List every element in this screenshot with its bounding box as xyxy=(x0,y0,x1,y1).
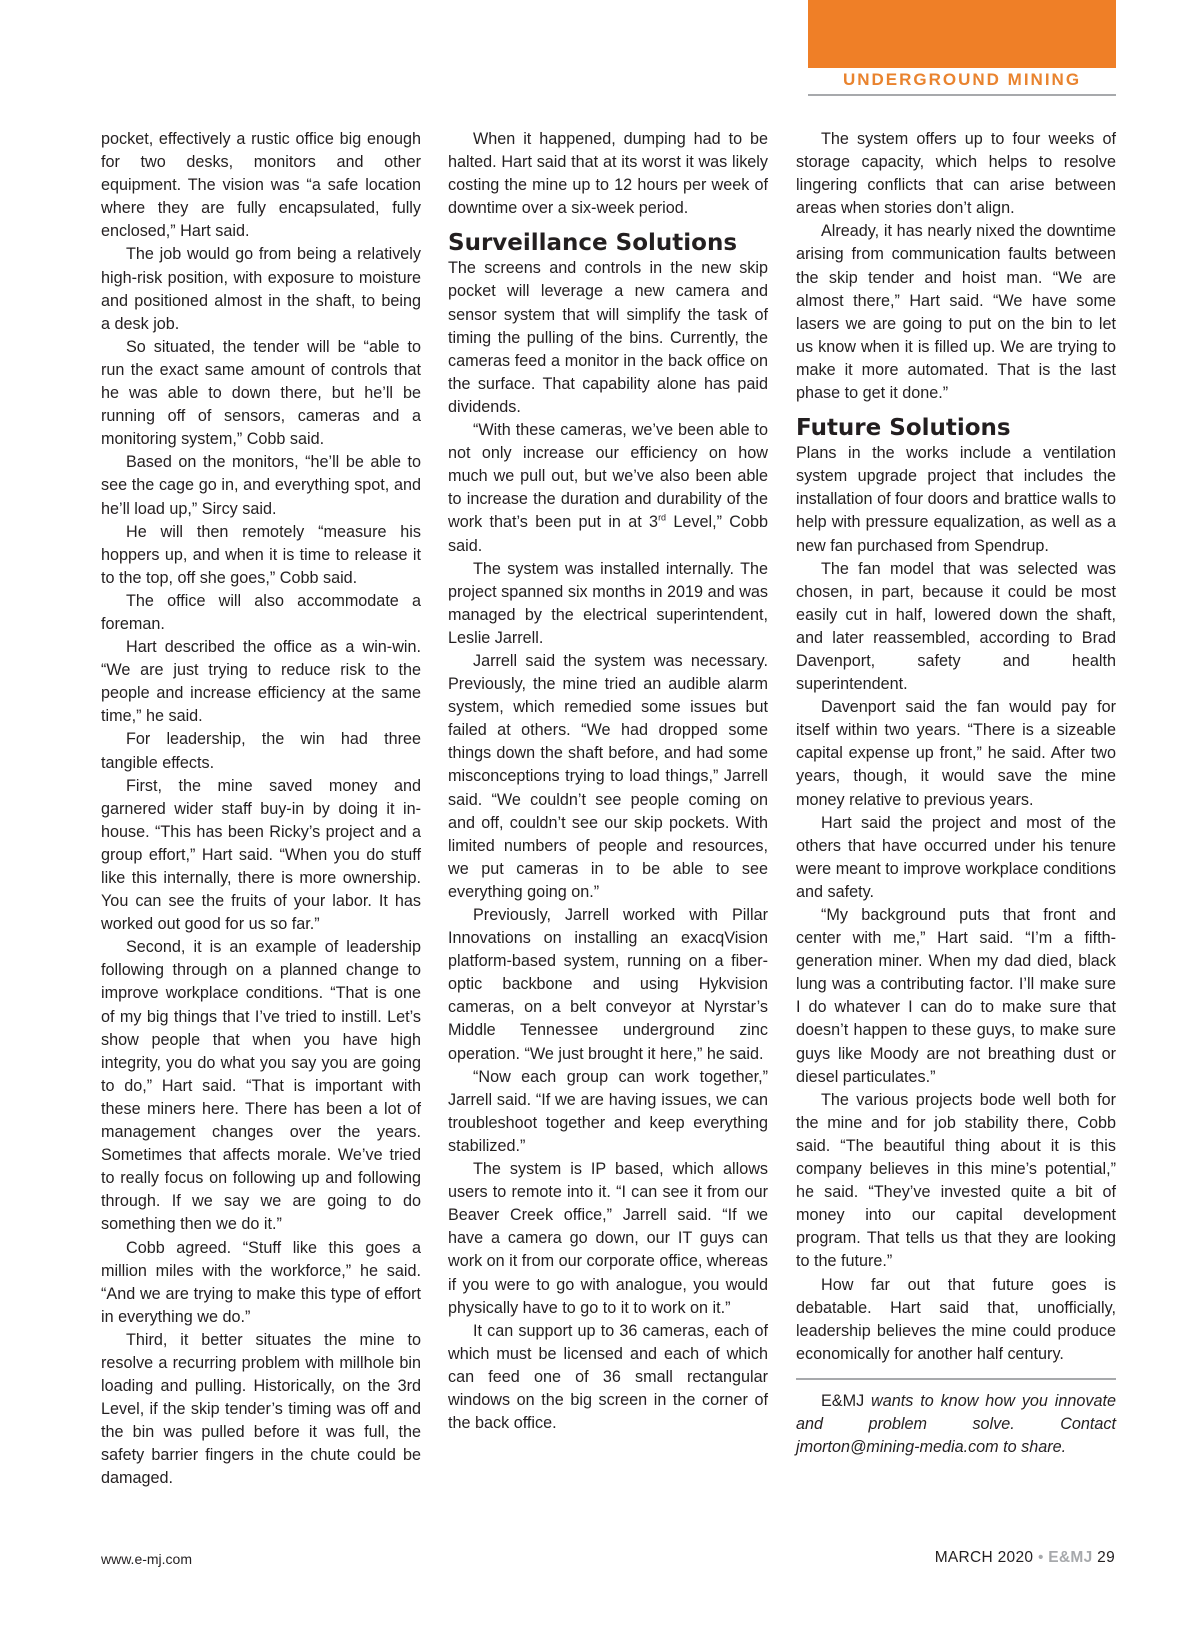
paragraph: It can support up to 36 cameras, each of which must be licensed and each of which can feed one of 36 small rectangular windows on the big screen in the corner of the back office. xyxy=(448,1321,768,1433)
paragraph: “My background puts that front and center with me,” Hart said. “I’m a fifth-generation miner. When my dad died, black lung was a contributing factor. I’ll make sure I do whatever I can do to make sure that doesn’t happen to these guys, to make sure guys like Moody are not breathing dust or diesel particulates.” xyxy=(796,906,1116,1086)
article-column-1 xyxy=(101,128,421,1491)
note-text: wants to know how you innovate and problem solve. Contact jmorton@mining-media.com to share. xyxy=(796,1391,1116,1457)
paragraph: Cobb agreed. “Stuff like this goes a million miles with the workforce,” he said. “And we are trying to make this type of effort in everything we do.” xyxy=(101,1238,421,1326)
section-label: UNDERGROUND MINING xyxy=(808,68,1116,96)
paragraph: The fan model that was selected was chosen, in part, because it could be most easily cut in half, lowered down the shaft, and later reassembled, according to Brad Davenport, safety and health superintendent. xyxy=(796,559,1116,694)
paragraph: Hart said the project and most of the others that have occurred under his tenure were meant to improve workplace conditions and safety. xyxy=(796,813,1116,901)
divider xyxy=(796,1378,1116,1380)
paragraph: So situated, the tender will be “able to run the exact same amount of controls that he was able to down there, but he’ll be running off of sensors, cameras and a monitoring system,” Cobb said. xyxy=(101,337,421,449)
paragraph: First, the mine saved money and garnered wider staff buy-in by doing it in-house. “This has been Ricky’s project and a group effort,” Hart said. “When you do stuff like this internally, there is more ownership. You can see the fruits of your labor. It has worked out good for us so far.” xyxy=(101,776,421,934)
paragraph: The system was installed internally. The project spanned six months in 2019 and was managed by the electrical superintendent, Leslie Jarrell. xyxy=(448,559,768,647)
paragraph: Plans in the works include a ventilation system upgrade project that includes the installation of four doors and brattice walls to help with pressure equalization, as well as a new fan purchased from Spendrup. xyxy=(796,444,1116,555)
paragraph: The various projects bode well both for the mine and for job stability there, Cobb said. “The beautiful thing about it is this company believes in this mine’s potential,” he said. “They’ve invested quite a bit of money into our capital development program. That tells us that they are looking to the future.” xyxy=(796,1090,1116,1271)
paragraph: Based on the monitors, “he’ll be able to see the cage go in, and everything spot, and he’ll load up,” Sircy said. xyxy=(101,453,421,518)
article-column-2 xyxy=(448,128,768,1435)
paragraph: When it happened, dumping had to be halted. Hart said that at its worst it was likely costing the mine up to 12 hours per week of downtime over a six-week period. xyxy=(448,130,768,218)
paragraph: The screens and controls in the new skip pocket will leverage a new camera and sensor system that will simplify the task of timing the pulling of the bins. Currently, the cameras feed a monitor in the back office on the surface. That capability alone has paid dividends. xyxy=(448,259,768,416)
paragraph xyxy=(448,419,768,558)
paragraph: Second, it is an example of leadership following through on a planned change to improve workplace conditions. “That is one of my big things that I’ve tried to instill. Let’s show people that when you have high integrity, you do what you say you are going to do,” Hart said. “That is important with these miners here. There has been a lot of management changes over the years. Sometimes that affects morale. We’ve tried to really focus on following up and following through. If we say we are going to do something then we do it.” xyxy=(101,938,421,1234)
paragraph: Previously, Jarrell worked with Pillar Innovations on installing an exacqVision platform-based system, running on a fiber-optic backbone and using Hykvision cameras, on a belt conveyor at Nyrstar’s Middle Tennessee underground zinc operation. “We just brought it here,” he said. xyxy=(448,906,768,1063)
superscript: rd xyxy=(658,513,667,524)
paragraph: Davenport said the fan would pay for itself within two years. “There is a sizeable capital expense up front,” he said. After two years, though, it would save the mine money relative to previous years. xyxy=(796,698,1116,809)
paragraph: Third, it better situates the mine to resolve a recurring problem with millhole bin loading and pulling. Historically, on the 3rd Level, if the skip tender’s timing was off and the bin was pulled before it was full, the safety barrier fingers in the chute could be damaged. xyxy=(101,1330,421,1488)
paragraph-text: “With these cameras, we’ve been able to not only increase our efficiency on how much we pull out, but we’ve also been able to increase the duration and durability of the work that’s been put in at 3 xyxy=(448,421,768,532)
paragraph: pocket, effectively a rustic office big enough for two desks, monitors and other equipment. The vision was “a safe location where they are fully encapsulated, fully enclosed,” Hart said. xyxy=(101,130,421,241)
paragraph: The office will also accommodate a foreman. xyxy=(101,591,421,633)
footer-issue: MARCH 2020 xyxy=(934,1549,1034,1566)
paragraph: “Now each group can work together,” Jarrell said. “If we are having issues, we can troubleshoot together and keep everything stabilized.” xyxy=(448,1067,768,1155)
footer-bullet: • xyxy=(1037,1549,1044,1566)
paragraph: How far out that future goes is debatable. Hart said that, unofficially, leadership believes the mine could produce economically for another half century. xyxy=(796,1275,1116,1363)
paragraph: He will then remotely “measure his hoppers up, and when it is time to release it to the top, off she goes,” Cobb said. xyxy=(101,522,421,587)
paragraph-text: Level,” Cobb said. xyxy=(448,513,768,555)
page-number: 29 xyxy=(1097,1549,1115,1566)
editor-note xyxy=(796,1390,1116,1459)
footer-brand: E&MJ xyxy=(1048,1549,1093,1566)
paragraph: The job would go from being a relatively high-risk position, with exposure to moisture and positioned almost in the shaft, to being a desk job. xyxy=(101,245,421,333)
note-brand: E&MJ xyxy=(821,1391,865,1410)
paragraph: For leadership, the win had three tangible effects. xyxy=(101,730,421,772)
section-color-tab xyxy=(808,0,1116,68)
article-column-3 xyxy=(796,128,1116,1459)
paragraph: Jarrell said the system was necessary. Previously, the mine tried an audible alarm system, which remedied some issues but failed at others. “We had dropped some things down the shaft before, and had some misconceptions trying to load things,” Jarrell said. “We couldn’t see people coming on and off, couldn’t see our skip pockets. With limited numbers of people and resources, we put cameras in to be able to see everything going on.” xyxy=(448,651,768,901)
section-heading-future: Future Solutions xyxy=(796,415,1011,442)
paragraph: Hart described the office as a win-win. “We are just trying to reduce risk to the people and increase efficiency at the same time,” he said. xyxy=(101,638,421,726)
footer-website: www.e-mj.com xyxy=(101,1551,193,1567)
footer-folio xyxy=(935,1549,1115,1567)
paragraph: The system is IP based, which allows users to remote into it. “I can see it from our Beaver Creek office,” Jarrell said. “If we have a camera go down, our IT guys can work on it from our corporate office, whereas if you were to go with analogue, you would physically have to go to it to work on it.” xyxy=(448,1160,768,1317)
paragraph: Already, it has nearly nixed the downtime arising from communication faults between the skip tender and hoist man. “We are almost there,” Hart said. “We have some lasers we are going to put on the bin to let us know when it is filled up. We are trying to make it more automated. That is the last phase to get it done.” xyxy=(796,222,1116,403)
paragraph: The system offers up to four weeks of storage capacity, which helps to resolve lingering conflicts that can arise between areas when stories don’t align. xyxy=(796,130,1116,218)
section-heading-surveillance: Surveillance Solutions xyxy=(448,230,738,257)
